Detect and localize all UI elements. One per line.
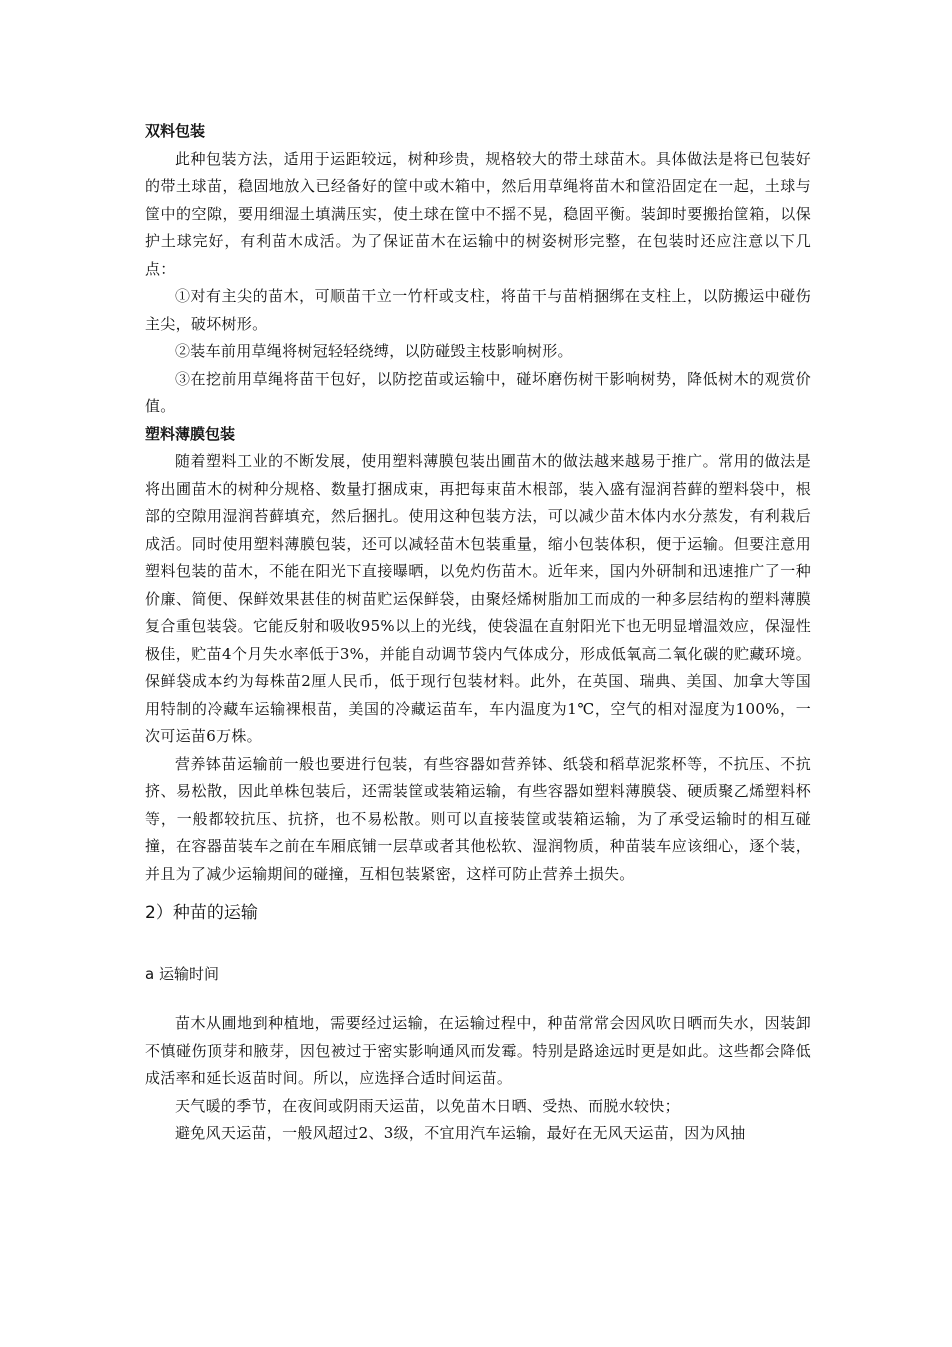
paragraph: 避免风天运苗，一般风超过2、3级，不宜用汽车运输，最好在无风天运苗，因为风抽 — [175, 1124, 746, 1142]
heading-plastic-pack: 塑料薄膜包装 — [145, 424, 236, 443]
paragraph: ①对有主尖的苗木，可顺苗干立一竹杆或支柱，将苗干与苗梢捆绑在支柱上，以防搬运中碰伤主尖，破坏树形。 — [145, 287, 811, 333]
paragraph: 天气暖的季节，在夜间或阴雨天运苗，以免苗木日晒、受热、而脱水较快； — [175, 1096, 680, 1115]
paragraph: ③在挖前用草绳将苗干包好，以防挖苗或运输中，碰坏磨伤树干影响树势，降低树木的观赏价值。 — [145, 369, 811, 415]
paragraph: 营养钵苗运输前一般也要进行包装，有些容器如营养钵、纸袋和稻草泥浆杯等，不抗压、不抗挤、易松散，因此单株包装后，还需装筐或装箱运输，有些容器如塑料薄膜袋、硬质聚乙烯塑料杯等，一般都较抗压、抗挤，也不易松散。则可以直接装筐或装箱运输，为了承受运输时的相互碰撞，在容器苗装车之前在车厢底铺一层草或者其他松软、湿润物质，种苗装车应该细心，逐个装，并且为了减少运输期间的碰撞，互相包装紧密，这样可防止营养土损失。 — [145, 754, 811, 883]
heading-double-pack: 双料包装 — [145, 122, 206, 140]
sub-title-transport-time: a 运输时间 — [145, 965, 219, 983]
paragraph: 苗木从圃地到种植地，需要经过运输，在运输过程中，种苗常常会因风吹日晒而失水，因装卸不慎碰伤顶芽和腋芽，因包被过于密实影响通风而发霉。特别是路途远时更是如此。这些都会降低成活率和延长返苗时间。所以，应选择合适时间运苗。 — [145, 1014, 811, 1087]
paragraph: 随着塑料工业的不断发展，使用塑料薄膜包装出圃苗木的做法越来越易于推广。常用的做法是将出圃苗木的树种分规格、数量打捆成束，再把每束苗木根部，装入盛有湿润苔藓的塑料袋中，根部的空隙用湿润苔藓填充，然后捆扎。使用这种包装方法，可以减少苗木体内水分蒸发，有利栽后成活。同时使用塑料薄膜包装，还可以减轻苗木包装重量，缩小包装体积，便于运输。但要注意用塑料包装的苗木，不能在阳光下直接曝晒，以免灼伤苗木。近年来，国内外研制和迅速推广了一种价廉、简便、保鲜效果甚佳的树苗贮运保鲜袋，由聚烃烯树脂加工而成的一种多层结构的塑料薄膜复合重包装袋。它能反射和吸收95%以上的光线，使袋温在直射阳光下也无明显增温效应，保湿性极佳，贮苗4个月失水率低于3%，并能自动调节袋内气体成分，形成低氧高二氧化碳的贮藏环境。保鲜袋成本约为每株苗2厘人民币，低于现行包装材料。此外，在英国、瑞典、美国、加拿大等国用特制的冷藏车运输裸根苗，美国的冷藏运苗车，车内温度为1℃，空气的相对湿度为100%，一次可运苗6万株。 — [145, 452, 811, 745]
paragraph: 此种包装方法，适用于运距较远，树种珍贵，规格较大的带土球苗木。具体做法是将已包装好的带土球苗，稳固地放入已经备好的筐中或木箱中，然后用草绳将苗木和筐沿固定在一起，土球与筐中的空隙，要用细湿土填满压实，使土球在筐中不摇不晃，稳固平衡。装卸时要搬抬筐箱，以保护土球完好，有利苗木成活。为了保证苗木在运输中的树姿树形完整，在包装时还应注意以下几点： — [145, 149, 811, 278]
section-title-transport: 2）种苗的运输 — [145, 903, 258, 923]
document-page — [145, 118, 811, 1148]
paragraph: ②装车前用草绳将树冠轻轻绕缚，以防碰毁主枝影响树形。 — [175, 342, 573, 360]
